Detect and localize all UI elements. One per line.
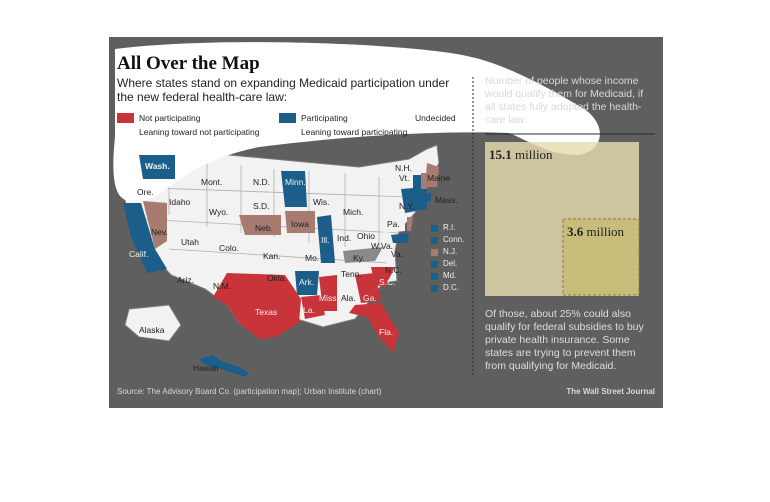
state-label-nd: N.D. xyxy=(253,177,270,187)
state-label-ariz: Ariz. xyxy=(177,275,194,285)
state-label-mich: Mich. xyxy=(343,207,364,217)
state-label-nm: N.M. xyxy=(213,281,231,291)
state-label-alaska: Alaska xyxy=(139,325,165,335)
state-label-ny: N.Y. xyxy=(399,201,415,211)
state-label-ind: Ind. xyxy=(337,233,352,243)
ne-swatch xyxy=(431,285,438,292)
state-label-pa: Pa. xyxy=(387,219,400,229)
state-label-ky: Ky. xyxy=(353,253,365,263)
ne-label: Md. xyxy=(443,271,457,280)
total-value: 15.1 xyxy=(489,147,512,162)
legend-label-leaning-participating: Leaning toward participating xyxy=(301,127,408,137)
state-label-tenn: Tenn. xyxy=(341,269,362,279)
state-label-nh: N.H. xyxy=(395,163,412,173)
ne-label: Conn. xyxy=(443,235,465,244)
subset-value: 3.6 xyxy=(567,224,584,239)
state-label-miss: Miss xyxy=(319,293,337,303)
state-label-wyo: Wyo. xyxy=(209,207,229,217)
state-label-nev: Nev. xyxy=(151,227,168,237)
state-label-calif: Calif. xyxy=(129,249,149,259)
chart-note-text: Of those, about 25% could also qualify for federal subsidies to buy private health insurance. Some states are trying to prevent them from qualifying for Medicaid. xyxy=(485,308,644,372)
state-label-texas: Texas xyxy=(255,307,278,317)
total-value-label xyxy=(489,147,553,163)
legend-label-not-participating: Not participating xyxy=(139,113,201,123)
chart-intro-text: Number of people whose income would qualify them for Medicaid, if all states fully adopted the health-care law. xyxy=(485,75,644,126)
state-nj xyxy=(407,217,413,231)
state-label-ohio: Ohio xyxy=(357,231,375,241)
state-label-ore: Ore. xyxy=(137,187,154,197)
ne-label: Del. xyxy=(443,259,458,268)
state-vt xyxy=(413,175,421,189)
state-label-idaho: Idaho xyxy=(169,197,191,207)
state-label-vt: Vt. xyxy=(399,173,410,183)
state-label-ala: Ala. xyxy=(341,293,356,303)
state-label-fla: Fla. xyxy=(379,327,394,337)
ne-swatch xyxy=(431,249,438,256)
state-label-colo: Colo. xyxy=(219,243,239,253)
state-label-sd: S.D. xyxy=(253,201,270,211)
state-label-kan: Kan. xyxy=(263,251,281,261)
state-label-maine: Maine xyxy=(427,173,451,183)
state-label-mont: Mont. xyxy=(201,177,223,187)
state-label-neb: Neb. xyxy=(255,223,273,233)
state-label-ark: Ark. xyxy=(299,277,315,287)
state-label-hawaii: Hawaii xyxy=(193,363,219,373)
page-subtitle: Where states stand on expanding Medicaid participation under the new federal health-care law: xyxy=(117,76,450,104)
state-label-mass: Mass. xyxy=(435,195,458,205)
ne-label: N.J. xyxy=(443,247,458,256)
state-label-mo: Mo. xyxy=(305,253,320,263)
state-label-okla: Okla. xyxy=(267,273,287,283)
state-label-wis: Wis. xyxy=(313,197,330,207)
source-note: Source: The Advisory Board Co. (participation map); Urban Institute (chart) xyxy=(117,387,382,396)
state-label-minn: Minn. xyxy=(285,177,306,187)
ne-label: D.C. xyxy=(443,283,459,292)
state-label-sc: S.C. xyxy=(379,277,396,287)
legend-label-undecided: Undecided xyxy=(415,113,456,123)
legend-swatch-not-participating xyxy=(117,113,134,123)
total-unit: million xyxy=(515,147,553,162)
state-label-va: Va. xyxy=(391,249,404,259)
legend-label-participating: Participating xyxy=(301,113,348,123)
ne-swatch xyxy=(431,261,438,268)
infographic-card xyxy=(109,37,663,408)
state-alaska xyxy=(125,305,181,341)
state-label-ga: Ga. xyxy=(363,293,377,303)
state-label-nc: N.C. xyxy=(385,265,402,275)
ne-swatch xyxy=(431,225,438,232)
publisher-credit: The Wall Street Journal xyxy=(566,387,655,396)
state-label-wva: W.Va. xyxy=(371,241,394,251)
subset-unit: million xyxy=(586,224,625,239)
legend-swatch-participating xyxy=(279,113,296,123)
state-label-iowa: Iowa xyxy=(291,219,309,229)
state-label-wash: Wash. xyxy=(145,161,170,171)
subset-value-label xyxy=(567,224,624,240)
state-label-la: La. xyxy=(303,305,315,315)
legend-label-leaning-not: Leaning toward not participating xyxy=(139,127,260,137)
ne-swatch xyxy=(431,237,438,244)
ne-swatch xyxy=(431,273,438,280)
page-title: All Over the Map xyxy=(117,53,260,74)
state-label-utah: Utah xyxy=(181,237,199,247)
ne-label: R.I. xyxy=(443,223,456,232)
state-label-ill: Ill. xyxy=(321,235,330,245)
